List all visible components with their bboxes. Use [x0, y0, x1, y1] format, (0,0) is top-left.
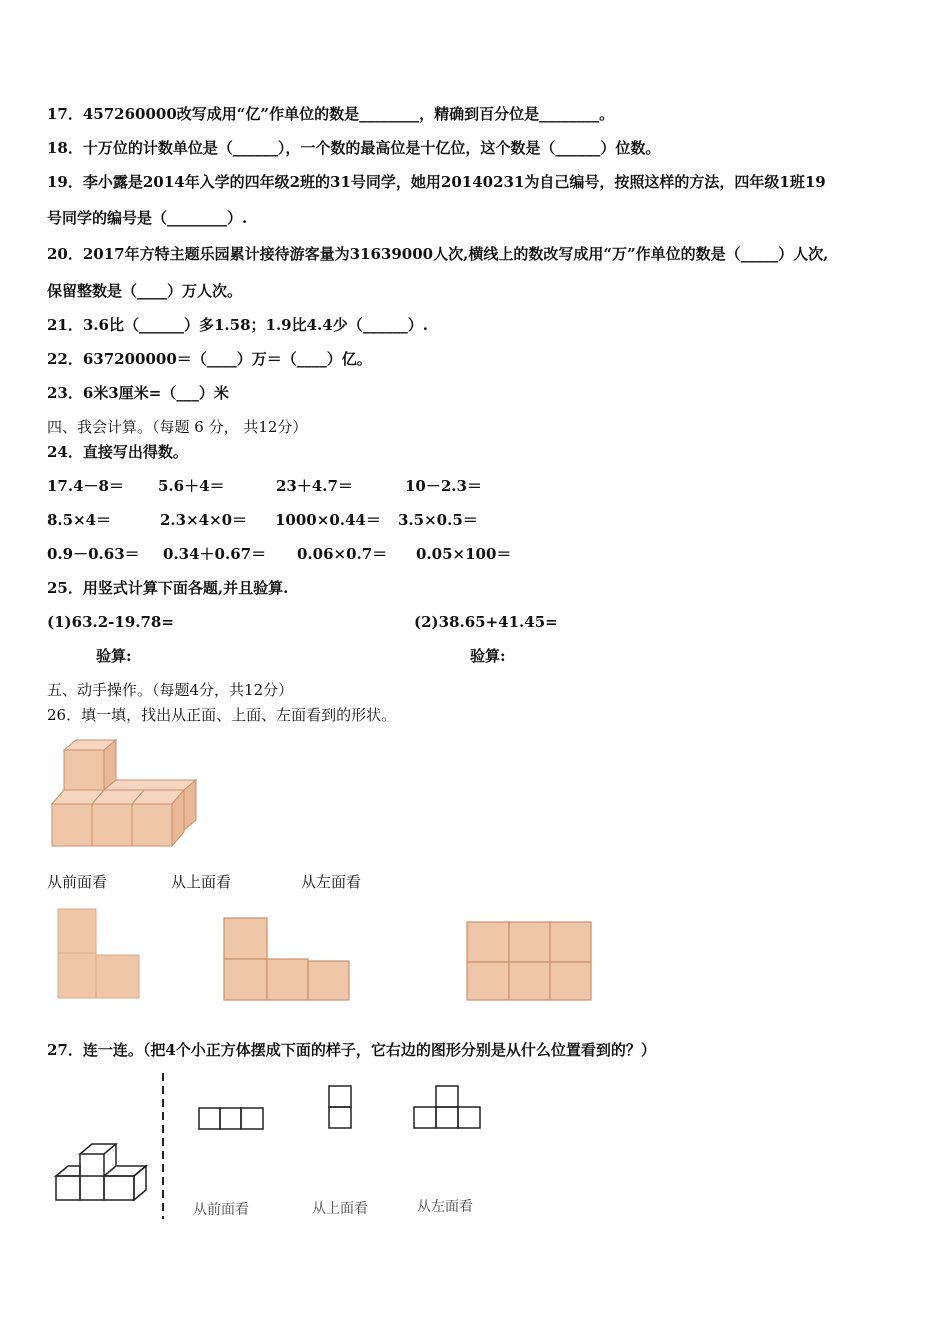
calc-item: 5.6＋4＝	[158, 477, 225, 495]
vertical-calc-1: (1)63.2-19.78=	[47, 613, 174, 631]
check-label-2: 验算:	[470, 647, 506, 665]
handwritten-front-label: 从前面看	[193, 1202, 249, 1218]
front-view-figure	[57, 908, 141, 1000]
question-26-title: 26．填一填，找出从正面、上面、左面看到的形状。	[47, 706, 397, 724]
view-left-label: 从左面看	[301, 873, 362, 891]
cube-stack-figure	[48, 738, 208, 850]
handwritten-left-label: 从左面看	[417, 1199, 473, 1215]
question-18: 18．十万位的计数单位是（______），一个数的最高位是十亿位，这个数是（______）位数。	[47, 139, 661, 157]
calc-item: 17.4－8＝	[47, 477, 124, 495]
calc-item: 1000×0.44＝	[275, 511, 381, 529]
calc-item: 0.06×0.7＝	[297, 545, 388, 563]
calc-item: 23＋4.7＝	[276, 477, 353, 495]
section-5-heading: 五、动手操作。（每题4分，共12分）	[47, 681, 294, 699]
question-19-line2: 号同学的编号是（________）.	[47, 209, 248, 227]
calc-item: 0.9－0.63＝	[47, 545, 140, 563]
calc-item: 3.5×0.5＝	[398, 511, 478, 529]
view-front-label: 从前面看	[47, 873, 108, 891]
question-27-title: 27．连一连。（把4个小正方体摆成下面的样子，它右边的图形分别是从什么位置看到的？）	[47, 1041, 656, 1059]
vertical-calc-2: (2)38.65+41.45=	[414, 613, 558, 631]
question-19-line1: 19．李小露是2014年入学的四年级2班的31号同学，她用20140231为自己编号，按照这样的方法，四年级1班19	[47, 173, 826, 191]
calc-item: 8.5×4＝	[47, 511, 112, 529]
question-21: 21．3.6比（______）多1.58；1.9比4.4少（______）.	[47, 316, 428, 334]
top-view-figure	[222, 917, 352, 1003]
dashed-divider	[160, 1073, 166, 1219]
left-view-figure	[466, 920, 594, 1002]
wireframe-cube-stack	[54, 1130, 150, 1202]
calc-item: 0.34＋0.67＝	[163, 545, 267, 563]
question-22: 22．637200000＝（____）万＝（____）亿。	[47, 350, 372, 368]
three-squares-row-figure	[198, 1107, 266, 1131]
view-top-label: 从上面看	[171, 873, 232, 891]
question-25-title: 25．用竖式计算下面各题,并且验算.	[47, 579, 289, 597]
question-23: 23．6米3厘米=（___）米	[47, 384, 229, 402]
question-20-line1: 20．2017年方特主题乐园累计接待游客量为31639000人次,横线上的数改写成用“万”作单位的数是（_____）人次,	[47, 245, 829, 263]
question-24-title: 24．直接写出得数。	[47, 443, 188, 461]
question-20-line2: 保留整数是（____）万人次。	[47, 282, 243, 300]
handwritten-top-label: 从上面看	[312, 1201, 368, 1217]
question-17: 17．457260000改写成用“亿”作单位的数是________，精确到百分位是________。	[47, 105, 615, 123]
calc-item: 2.3×4×0＝	[160, 511, 248, 529]
t-shape-figure	[413, 1085, 483, 1131]
check-label-1: 验算:	[96, 647, 132, 665]
two-squares-column-figure	[328, 1085, 354, 1131]
section-4-heading: 四、我会计算。（每题 6 分， 共12分）	[47, 418, 308, 436]
calc-item: 10－2.3＝	[405, 477, 482, 495]
calc-item: 0.05×100＝	[416, 545, 512, 563]
